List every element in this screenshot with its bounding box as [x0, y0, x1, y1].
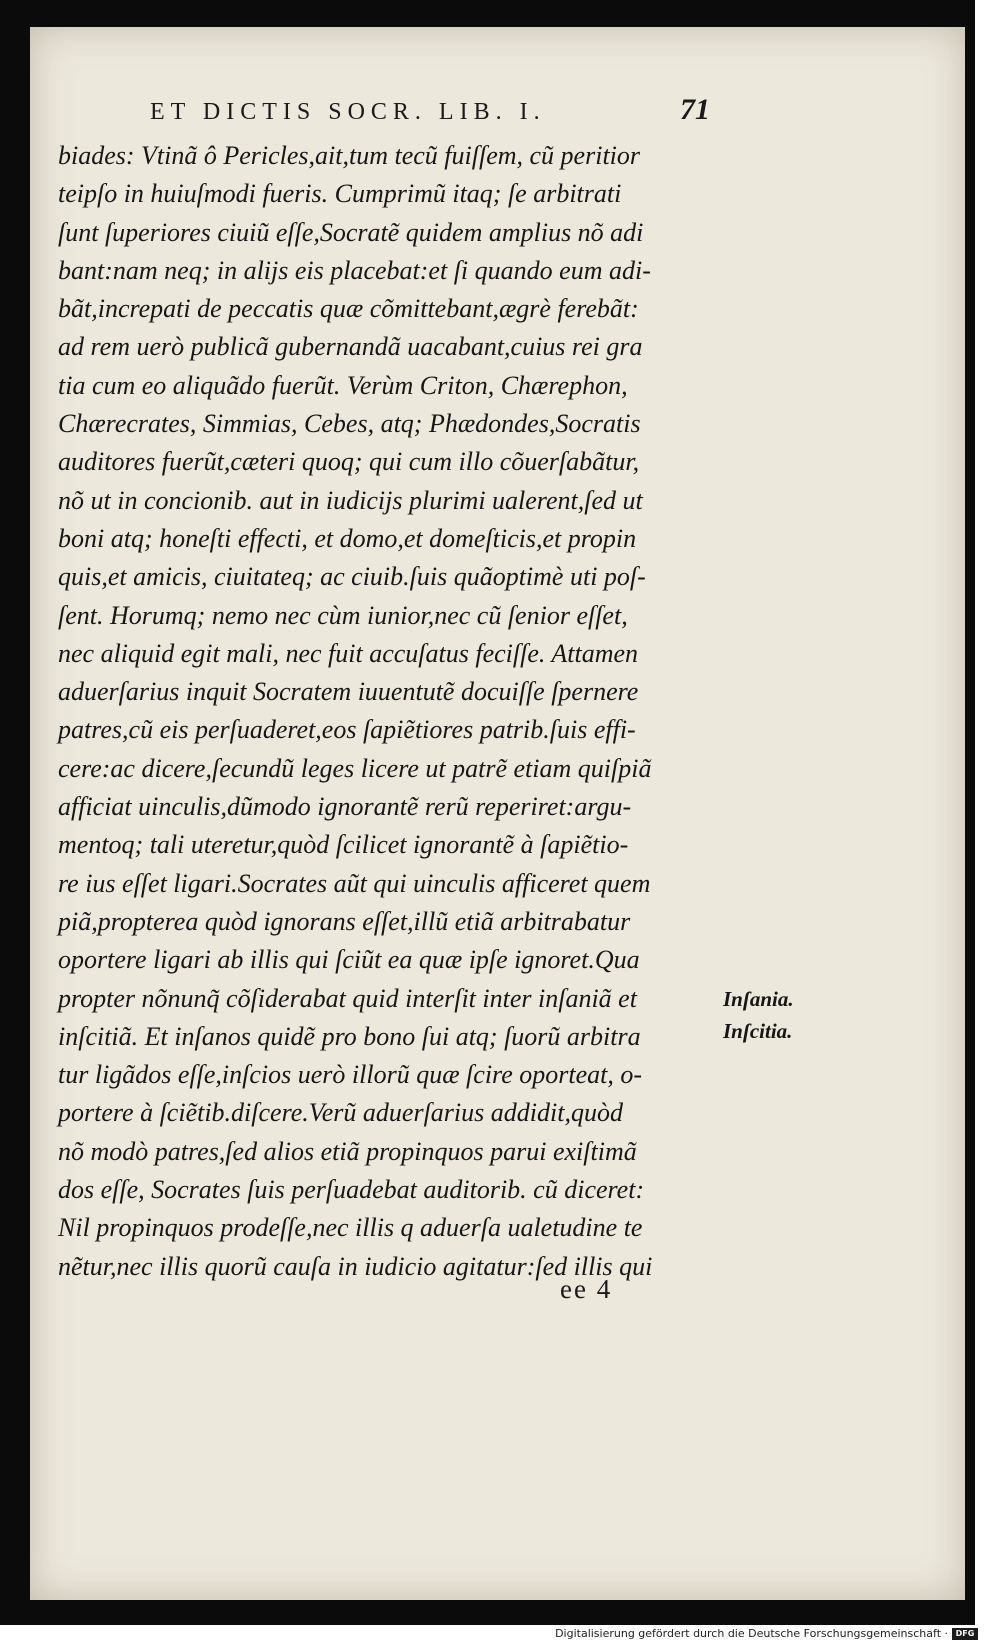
text-line: tur ligãdos eſſe,inſcios uerò illorũ quæ ſcire oporteat, o- — [58, 1060, 642, 1090]
text-line: bãt,increpati de peccatis quæ cõmittebant,ægrè ferebãt: — [58, 294, 639, 324]
text-line: ſunt ſuperiores ciuiũ eſſe,Socratẽ quidem amplius nõ adi — [58, 217, 644, 247]
text-line: auditores fuerũt,cæteri quoq; qui cum illo cõuerſabãtur, — [58, 447, 640, 477]
text-line: patres,cũ eis perſuaderet,eos ſapiẽtiores patrib.ſuis effi- — [58, 715, 636, 745]
text-line: cere:ac dicere,ſecundũ leges licere ut patrẽ etiam quiſpiã — [58, 753, 652, 783]
margin-notes — [723, 983, 794, 1047]
margin-note-inscitia: Inſcitia. — [723, 1019, 793, 1043]
text-line: afficiat uinculis,dũmodo ignorantẽ rerũ reperiret:argu- — [58, 792, 632, 822]
dfg-logo: DFG — [952, 1628, 978, 1640]
text-line: Nil propinquos prodeſſe,nec illis q aduerſa ualetudine te — [58, 1213, 643, 1243]
text-line: Chærecrates, Simmias, Cebes, atq; Phædondes,Socratis — [58, 409, 641, 439]
text-line: teipſo in huiuſmodi fueris. Cumprimũ itaq; ſe arbitrati — [58, 179, 622, 209]
text-line: oportere ligari ab illis qui ſciũt ea quæ ipſe ignoret.Qua — [58, 945, 640, 975]
text-line: inſcitiã. Et inſanos quidẽ pro bono ſui atq; ſuorũ arbitra — [58, 1021, 641, 1051]
text-line: bant:nam neq; in aliјs eis placebat:et ſi quando eum adi- — [58, 255, 651, 285]
text-line: dos eſſe, Socrates ſuis perſuadebat auditorib. cũ diceret: — [58, 1175, 645, 1205]
text-line: nõ modò patres,ſed alios etiã propinquos parui exiſtimã — [58, 1136, 637, 1166]
text-line: re ius eſſet ligari.Socrates aũt qui uinculis afficeret quem — [58, 868, 651, 898]
running-title: ET DICTIS SOCR. LIB. I. — [150, 99, 546, 125]
body-text — [58, 137, 758, 1286]
text-line: biades: Vtinã ô Pericles,ait,tum tecũ fuiſſem, cũ peritior — [58, 141, 641, 170]
text-line: boni atq; honeſti effecti, et domo,et domeſticis,et propin — [58, 523, 637, 553]
digitization-credit: Digitalisierung gefördert durch die Deutsche Forschungsgemeinschaft · — [555, 1627, 948, 1640]
text-line: tia cum eo aliquãdo fuerũt. Verùm Criton, Chærephon, — [58, 370, 628, 400]
text-line: portere à ſciẽtib.diſcere.Verũ aduerſarius addidit,quòd — [58, 1098, 623, 1128]
book-page — [30, 27, 965, 1600]
text-line: quis,et amicis, ciuitateq; ac ciuib.ſuis quãoptimè uti poſ- — [58, 562, 646, 592]
text-line: nec aliquid egit mali, nec fuit accuſatus feciſſe. Attamen — [58, 638, 639, 668]
text-line: ad rem uerò publicã gubernandã uacabant,cuius rei gra — [58, 332, 643, 362]
text-line: aduerſarius inquit Socratem iuuentutẽ docuiſſe ſpernere — [58, 677, 639, 707]
text-line: ſent. Horumq; nemo nec cùm iunior,nec cũ ſenior eſſet, — [58, 600, 628, 630]
signature-mark: ee 4 — [560, 1274, 613, 1304]
page-number: 71 — [680, 93, 710, 126]
margin-note-insania: Inſania. — [723, 987, 794, 1011]
text-line: piã,propterea quòd ignorans eſſet,illũ etiã arbitrabatur — [58, 906, 631, 936]
text-line: nẽtur,nec illis quorũ cauſa in iudicio agitatur:ſed illis qui — [58, 1251, 653, 1281]
text-line: nõ ut in concionib. aut in iudicijs plurimi ualerent,ſed ut — [58, 485, 643, 515]
text-line: mentoq; tali uteretur,quòd ſcilicet ignorantẽ à ſapiẽtio- — [58, 830, 629, 860]
text-line: propter nõnunq̃ cõſiderabat quid interſit inter inſaniã et — [58, 983, 637, 1013]
